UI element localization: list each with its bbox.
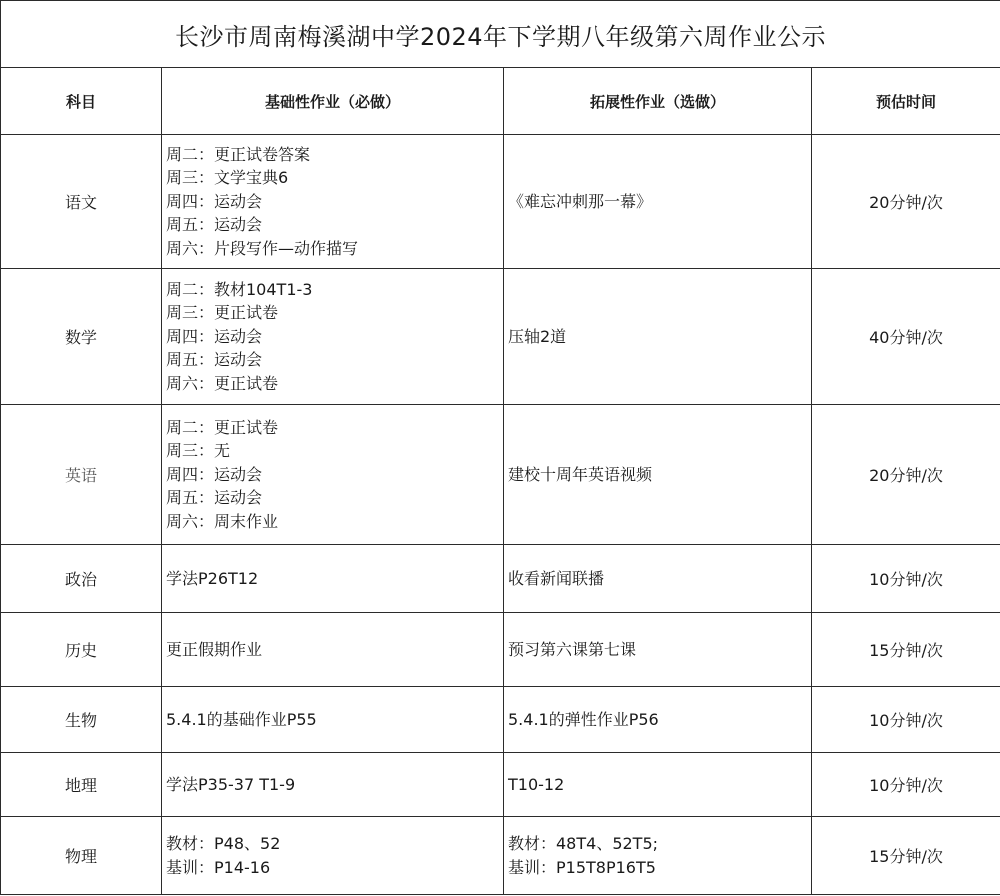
time-cell: 10分钟/次 (812, 753, 1000, 817)
extended-homework-cell (504, 817, 812, 895)
basic-homework-cell-line: 周三：文学宝典6 (166, 168, 289, 188)
table-body (1, 135, 1000, 895)
extended-homework-cell-line: 《难忘冲刺那一幕》 (508, 191, 653, 211)
basic-homework-cell (162, 405, 504, 545)
basic-homework-cell (162, 545, 504, 613)
table-row (1, 405, 1000, 545)
table-row (1, 269, 1000, 405)
extended-homework-cell-line: 收看新闻联播 (508, 568, 605, 588)
basic-homework-cell-line: 周五：运动会 (166, 215, 263, 235)
basic-homework-cell (162, 269, 504, 405)
table-row (1, 613, 1000, 687)
extended-homework-cell (504, 135, 812, 269)
table-row (1, 545, 1000, 613)
subject-cell: 生物 (1, 687, 162, 753)
table-row (1, 135, 1000, 269)
basic-homework-cell (162, 613, 504, 687)
basic-homework-cell-line: 周四：运动会 (166, 191, 263, 211)
extended-homework-cell (504, 753, 812, 817)
basic-homework-cell-line: 教材：P48、52 (166, 834, 281, 853)
basic-homework-cell-line: 周二：更正试卷答案 (166, 144, 311, 164)
extended-homework-cell (504, 269, 812, 405)
basic-homework-cell-line: 周二：教材104T1-3 (166, 279, 313, 299)
time-cell: 15分钟/次 (812, 817, 1000, 895)
basic-homework-cell-line: 周五：运动会 (166, 350, 263, 370)
basic-homework-cell-line: 周五：运动会 (166, 488, 263, 508)
subject-cell: 政治 (1, 545, 162, 613)
extended-homework-cell (504, 545, 812, 613)
time-cell: 20分钟/次 (812, 135, 1000, 269)
extended-homework-cell-line: 预习第六课第七课 (508, 639, 637, 659)
subject-cell: 英语 (1, 405, 162, 545)
basic-homework-cell-line: 周六：周末作业 (166, 511, 279, 531)
extended-homework-cell (504, 687, 812, 753)
subject-cell: 语文 (1, 135, 162, 269)
time-cell: 20分钟/次 (812, 405, 1000, 545)
page-title: 长沙市周南梅溪湖中学2024年下学期八年级第六周作业公示 (1, 1, 1000, 68)
header-row (1, 68, 1000, 135)
basic-homework-cell-line: 学法P26T12 (166, 568, 259, 588)
extended-homework-cell-line: 建校十周年英语视频 (508, 464, 653, 484)
header-extended: 拓展性作业（选做） (504, 68, 812, 135)
extended-homework-cell-line: 压轴2道 (508, 326, 567, 346)
header-subject: 科目 (1, 68, 162, 135)
time-cell: 10分钟/次 (812, 687, 1000, 753)
basic-homework-cell (162, 687, 504, 753)
extended-homework-cell (504, 405, 812, 545)
basic-homework-cell-line: 5.4.1的基础作业P55 (166, 709, 317, 729)
time-cell: 40分钟/次 (812, 269, 1000, 405)
extended-homework-cell-line: 5.4.1的弹性作业P56 (508, 709, 659, 729)
basic-homework-cell (162, 817, 504, 895)
table-row (1, 753, 1000, 817)
basic-homework-cell-line: 基训：P14-16 (166, 857, 271, 877)
basic-homework-cell-line: 周三：更正试卷 (166, 303, 279, 323)
basic-homework-cell-line: 周六：片段写作—动作描写 (166, 238, 359, 258)
extended-homework-cell (504, 613, 812, 687)
basic-homework-cell (162, 753, 504, 817)
header-basic: 基础性作业（必做） (162, 68, 504, 135)
extended-homework-cell-line: 教材：48T4、52T5; (508, 834, 659, 853)
basic-homework-cell-line: 学法P35-37 T1-9 (166, 774, 296, 794)
time-cell: 10分钟/次 (812, 545, 1000, 613)
header-time: 预估时间 (812, 68, 1000, 135)
basic-homework-cell-line: 更正假期作业 (166, 639, 263, 659)
basic-homework-cell-line: 周四：运动会 (166, 464, 263, 484)
subject-cell: 数学 (1, 269, 162, 405)
subject-cell: 物理 (1, 817, 162, 895)
time-cell: 15分钟/次 (812, 613, 1000, 687)
subject-cell: 历史 (1, 613, 162, 687)
extended-homework-cell-line: 基训：P15T8P16T5 (508, 857, 656, 877)
basic-homework-cell-line: 周二：更正试卷 (166, 417, 279, 437)
basic-homework-cell-line: 周三：无 (166, 441, 231, 461)
extended-homework-cell-line: T10-12 (508, 774, 565, 794)
subject-cell: 地理 (1, 753, 162, 817)
table-row (1, 817, 1000, 895)
basic-homework-cell-line: 周四：运动会 (166, 326, 263, 346)
basic-homework-cell (162, 135, 504, 269)
basic-homework-cell-line: 周六：更正试卷 (166, 373, 279, 393)
table-row (1, 687, 1000, 753)
